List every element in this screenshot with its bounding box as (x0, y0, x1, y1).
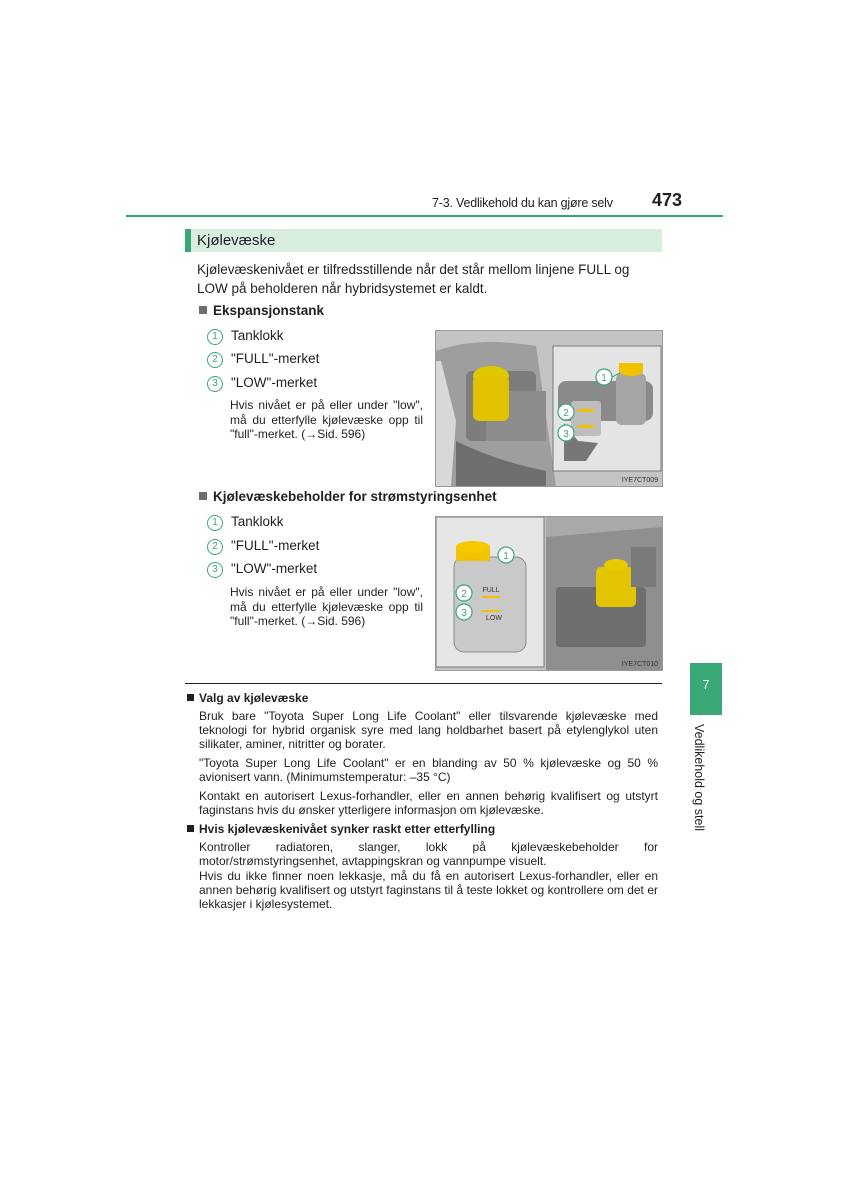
section-title: Kjølevæske (197, 232, 276, 249)
svg-text:1: 1 (601, 373, 607, 384)
callout-number: 3 (207, 562, 223, 578)
square-bullet-icon (199, 306, 207, 314)
section-title-bar (185, 229, 662, 252)
callout-item (207, 350, 319, 368)
tip-heading (187, 822, 495, 836)
callout-label: "LOW"-merket (231, 561, 318, 576)
square-bullet-icon (187, 694, 194, 701)
chapter-side-title (688, 724, 708, 844)
figure-code: IYE7CT010 (621, 661, 658, 668)
callout-number: 1 (207, 329, 223, 345)
refill-note: Hvis nivået er på eller under "low", må du etterfylle kjølevæske opp til "full"-merket. (→Sid. 596) (230, 398, 423, 441)
tip-heading (187, 691, 308, 705)
header-rule (126, 215, 723, 217)
engine-bay-figure-2 (435, 516, 663, 671)
tip-paragraph: Kontakt en autorisert Lexus-forhandler, eller en annen behørig kvalifisert og utstyrt faginstans hvis du ønsker ytterligere informasjon om kjølevæske. (199, 789, 658, 818)
svg-text:2: 2 (461, 589, 467, 600)
callout-item (207, 327, 284, 345)
tip-paragraph: Kontroller radiatoren, slanger, lokk på kjølevæskebeholder for motor/strømstyringsenhet, avtappingskran og vannpumpe visuelt. (199, 840, 658, 869)
svg-text:1: 1 (503, 551, 509, 562)
refill-note: Hvis nivået er på eller under "low", må du etterfylle kjølevæske opp til "full"-merket. (→Sid. 596) (230, 585, 423, 628)
subsection-title: Ekspansjonstank (213, 303, 325, 318)
square-bullet-icon (199, 492, 207, 500)
subsection-heading (199, 489, 497, 504)
callout-number: 2 (207, 539, 223, 555)
callout-item (207, 513, 284, 531)
tip-title: Valg av kjølevæske (199, 691, 309, 705)
tank-low-label: LOW (486, 615, 502, 622)
page-number: 473 (652, 190, 683, 210)
callout-item (207, 537, 319, 555)
intro-paragraph: Kjølevæskenivået er tilfredsstillende når det står mellom linjene FULL og LOW på beholderen når hybridsystemet er kaldt. (197, 262, 630, 296)
tip-title: Hvis kjølevæskenivået synker raskt etter etterfylling (199, 822, 496, 836)
chapter-tab: 7 (690, 663, 722, 715)
square-bullet-icon (187, 825, 194, 832)
callout-label: "FULL"-merket (231, 351, 320, 366)
tip-paragraph: Bruk bare "Toyota Super Long Life Coolant" eller tilsvarende kjølevæske med teknologi for hybrid organisk syre med lang holdbarhet basert på etylenglykol uten silikater, aminer, nitritter og borater. (199, 709, 658, 752)
callout-label: "LOW"-merket (231, 375, 318, 390)
chapter-title: Vedlikehold og stell (692, 724, 706, 832)
callout-label: "FULL"-merket (231, 538, 320, 553)
svg-text:3: 3 (461, 608, 467, 619)
callout-number: 1 (207, 515, 223, 531)
callout-number: 3 (207, 376, 223, 392)
callout-label: Tanklokk (231, 514, 284, 529)
subsection-heading (199, 303, 324, 318)
svg-text:2: 2 (563, 408, 569, 419)
callout-item (207, 374, 317, 392)
tank-full-label: FULL (482, 587, 500, 594)
callout-number: 2 (207, 352, 223, 368)
subsection-title: Kjølevæskebeholder for strømstyringsenhet (213, 489, 497, 504)
engine-bay-figure-1 (435, 330, 663, 487)
figure-code: IYE7CT009 (621, 477, 658, 484)
callout-item (207, 560, 317, 578)
callout-label: Tanklokk (231, 328, 284, 343)
tip-paragraph: Hvis du ikke finner noen lekkasje, må du få en autorisert Lexus-forhandler, eller en annen behørig kvalifisert og utstyrt faginstans til å teste lokket og kontrollere om det er lekkasjer i kjølesystemet. (199, 869, 658, 912)
svg-text:3: 3 (563, 429, 569, 440)
tips-divider (185, 683, 662, 684)
running-header: 7-3. Vedlikehold du kan gjøre selv (432, 196, 613, 210)
section-title-accent (185, 229, 191, 252)
tip-paragraph: "Toyota Super Long Life Coolant" er en blanding av 50 % kjølevæske og 50 % avionisert vann. (Minimumstemperatur: –35 °C) (199, 756, 658, 785)
